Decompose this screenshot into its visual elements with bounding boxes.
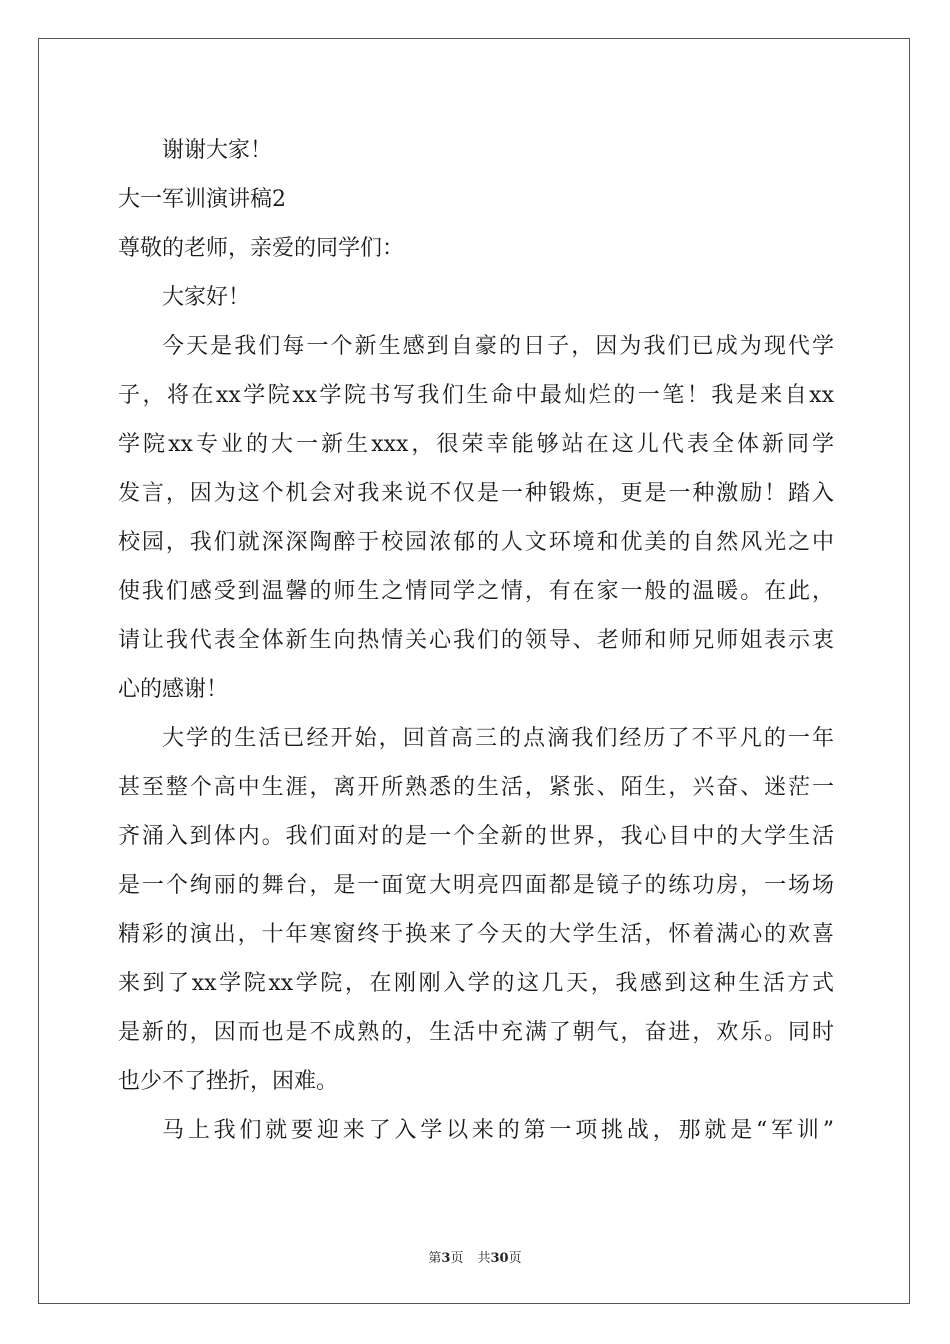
text-line: 大家好！	[162, 285, 251, 310]
text-line: 大学的生活已经开始，回首高三的点滴我们经历了不平凡的一年	[162, 726, 834, 751]
text-line: 大一军训演讲稿2	[118, 187, 286, 212]
text-line: 谢谢大家！	[162, 138, 273, 163]
text-line: 发言，因为这个机会对我来说不仅是一种锻炼，更是一种激励！踏入	[118, 481, 834, 506]
text-line: 今天是我们每一个新生感到自豪的日子，因为我们已成为现代学	[162, 334, 834, 359]
text-line: 也少不了挫折，困难。	[118, 1069, 339, 1094]
text-line: 请让我代表全体新生向热情关心我们的领导、老师和师兄师姐表示衷	[118, 628, 834, 653]
text-line: 尊敬的老师，亲爱的同学们：	[118, 236, 405, 261]
text-line: 子，将在xx学院xx学院书写我们生命中最灿烂的一笔！我是来自xx	[118, 383, 834, 408]
text-line: 学院xx专业的大一新生xxx，很荣幸能够站在这儿代表全体新同学	[118, 432, 834, 457]
text-line: 马上我们就要迎来了入学以来的第一项挑战，那就是“军训”	[162, 1118, 834, 1143]
total-prefix: 共	[477, 1251, 491, 1266]
text-line: 来到了xx学院xx学院，在刚刚入学的这几天，我感到这种生活方式	[118, 971, 834, 996]
page-number: 3	[441, 1251, 451, 1266]
page-prefix: 第	[428, 1251, 442, 1266]
text-line: 精彩的演出，十年寒窗终于换来了今天的大学生活，怀着满心的欢喜	[118, 922, 834, 947]
text-line: 心的感谢！	[118, 677, 229, 702]
text-line: 甚至整个高中生涯，离开所熟悉的生活，紧张、陌生，兴奋、迷茫一	[118, 775, 834, 800]
text-line: 校园，我们就深深陶醉于校园浓郁的人文环境和优美的自然风光之中	[118, 530, 834, 555]
text-line: 是一个绚丽的舞台，是一面宽大明亮四面都是镜子的练功房，一场场	[118, 873, 834, 898]
text-line: 使我们感受到温馨的师生之情同学之情，有在家一般的温暖。在此，	[118, 579, 834, 604]
document-body	[118, 126, 834, 1155]
total-pages: 30	[490, 1251, 509, 1266]
total-suffix: 页	[508, 1251, 522, 1266]
page-footer	[0, 1247, 950, 1266]
text-line: 齐涌入到体内。我们面对的是一个全新的世界，我心目中的大学生活	[118, 824, 834, 849]
text-line: 是新的，因而也是不成熟的，生活中充满了朝气，奋进，欢乐。同时	[118, 1020, 834, 1045]
page-suffix: 页	[450, 1251, 464, 1266]
